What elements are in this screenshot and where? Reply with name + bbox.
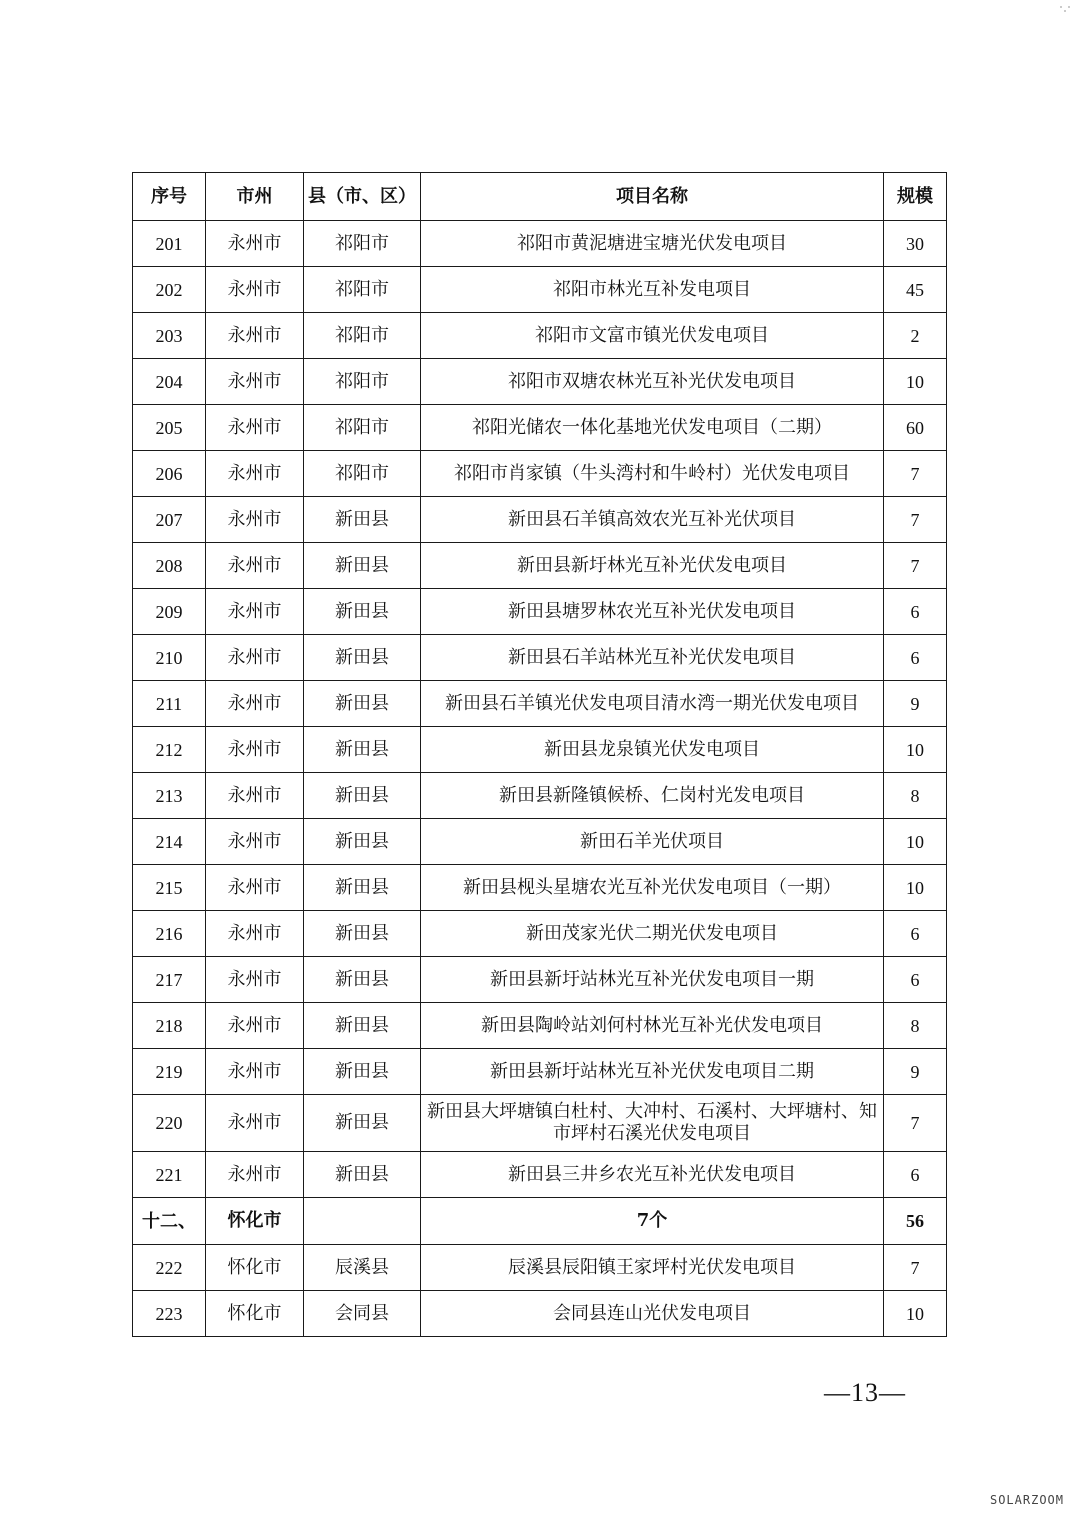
- cell-project-name: 新田茂家光伏二期光伏发电项目: [421, 911, 884, 957]
- cell-index: 218: [133, 1003, 206, 1049]
- cell-index: 207: [133, 497, 206, 543]
- cell-county: 祁阳市: [304, 451, 421, 497]
- cell-index: 204: [133, 359, 206, 405]
- cell-city: 永州市: [206, 359, 304, 405]
- cell-project-name: 辰溪县辰阳镇王家坪村光伏发电项目: [421, 1245, 884, 1291]
- cell-index: 203: [133, 313, 206, 359]
- cell-project-name: 新田县新圩站林光互补光伏发电项目二期: [421, 1049, 884, 1095]
- cell-project-name: 新田县石羊镇高效农光互补光伏项目: [421, 497, 884, 543]
- cell-index: 220: [133, 1095, 206, 1152]
- cell-project-name: 新田县新圩站林光互补光伏发电项目一期: [421, 957, 884, 1003]
- cell-index: 215: [133, 865, 206, 911]
- cell-city: 永州市: [206, 1152, 304, 1198]
- cell-scale: 8: [884, 1003, 947, 1049]
- cell-scale: 7: [884, 1095, 947, 1152]
- cell-index: 202: [133, 267, 206, 313]
- table-row: [133, 359, 947, 405]
- cell-project-name: 祁阳市林光互补发电项目: [421, 267, 884, 313]
- cell-city: 永州市: [206, 957, 304, 1003]
- cell-county: 新田县: [304, 1095, 421, 1152]
- cell-county: 新田县: [304, 1049, 421, 1095]
- cell-county: 新田县: [304, 589, 421, 635]
- cell-project-name: 新田县塘罗林农光互补光伏发电项目: [421, 589, 884, 635]
- cell-index: 216: [133, 911, 206, 957]
- cell-county: [304, 1198, 421, 1245]
- cell-scale: 7: [884, 497, 947, 543]
- cell-scale: 10: [884, 819, 947, 865]
- cell-project-name: 新田石羊光伏项目: [421, 819, 884, 865]
- header-project-name: 项目名称: [421, 173, 884, 221]
- table-row: [133, 543, 947, 589]
- table-row: [133, 1152, 947, 1198]
- cell-county: 新田县: [304, 819, 421, 865]
- cell-scale: 10: [884, 727, 947, 773]
- cell-project-name: 新田县龙泉镇光伏发电项目: [421, 727, 884, 773]
- cell-county: 新田县: [304, 957, 421, 1003]
- cell-county: 新田县: [304, 865, 421, 911]
- cell-county: 新田县: [304, 911, 421, 957]
- cell-index: 210: [133, 635, 206, 681]
- cell-city: 怀化市: [206, 1291, 304, 1337]
- table-row: [133, 1003, 947, 1049]
- cell-project-name: 祁阳市文富市镇光伏发电项目: [421, 313, 884, 359]
- cell-project-name: 新田县石羊站林光互补光伏发电项目: [421, 635, 884, 681]
- cell-project-name: 祁阳市黄泥塘进宝塘光伏发电项目: [421, 221, 884, 267]
- cell-county: 祁阳市: [304, 405, 421, 451]
- cell-city: 永州市: [206, 221, 304, 267]
- table-row: [133, 267, 947, 313]
- cell-scale: 9: [884, 1049, 947, 1095]
- cell-scale: 8: [884, 773, 947, 819]
- cell-index: 209: [133, 589, 206, 635]
- table-row: [133, 911, 947, 957]
- cell-county: 祁阳市: [304, 267, 421, 313]
- cell-county: 会同县: [304, 1291, 421, 1337]
- table-row: [133, 1245, 947, 1291]
- table-row: [133, 865, 947, 911]
- cell-project-name: 新田县新隆镇候桥、仁岗村光发电项目: [421, 773, 884, 819]
- table-row: [133, 681, 947, 727]
- cell-index: 213: [133, 773, 206, 819]
- cell-index: 222: [133, 1245, 206, 1291]
- cell-city: 怀化市: [206, 1198, 304, 1245]
- cell-city: 永州市: [206, 589, 304, 635]
- cell-city: 永州市: [206, 543, 304, 589]
- cell-county: 新田县: [304, 681, 421, 727]
- table-row: [133, 727, 947, 773]
- cell-county: 祁阳市: [304, 313, 421, 359]
- cell-city: 永州市: [206, 1049, 304, 1095]
- cell-city: 永州市: [206, 313, 304, 359]
- cell-scale: 60: [884, 405, 947, 451]
- cell-county: 辰溪县: [304, 1245, 421, 1291]
- cell-county: 新田县: [304, 635, 421, 681]
- cell-city: 永州市: [206, 405, 304, 451]
- table-row: [133, 819, 947, 865]
- cell-scale: 30: [884, 221, 947, 267]
- cell-county: 新田县: [304, 1152, 421, 1198]
- table-row: [133, 1291, 947, 1337]
- table-body: [133, 221, 947, 1337]
- table-row: [133, 497, 947, 543]
- cell-index: 211: [133, 681, 206, 727]
- cell-city: 永州市: [206, 635, 304, 681]
- cell-project-name: 祁阳市双塘农林光互补光伏发电项目: [421, 359, 884, 405]
- cell-index: 223: [133, 1291, 206, 1337]
- cell-scale: 6: [884, 911, 947, 957]
- cell-city: 永州市: [206, 681, 304, 727]
- cell-index: 221: [133, 1152, 206, 1198]
- table-row: [133, 405, 947, 451]
- table-row: [133, 221, 947, 267]
- table-row: [133, 313, 947, 359]
- header-county: 县（市、区）: [304, 173, 421, 221]
- cell-index: 十二、: [133, 1198, 206, 1245]
- cell-project-name: 新田县石羊镇光伏发电项目清水湾一期光伏发电项目: [421, 681, 884, 727]
- corner-mark: [1060, 6, 1070, 16]
- table-row: [133, 957, 947, 1003]
- cell-city: 永州市: [206, 865, 304, 911]
- cell-index: 205: [133, 405, 206, 451]
- cell-scale: 10: [884, 865, 947, 911]
- cell-county: 新田县: [304, 497, 421, 543]
- cell-project-name: 祁阳光储农一体化基地光伏发电项目（二期）: [421, 405, 884, 451]
- table-header: [133, 173, 947, 221]
- cell-project-name: 新田县三井乡农光互补光伏发电项目: [421, 1152, 884, 1198]
- cell-county: 新田县: [304, 773, 421, 819]
- cell-city: 永州市: [206, 911, 304, 957]
- cell-scale: 6: [884, 635, 947, 681]
- cell-county: 新田县: [304, 1003, 421, 1049]
- cell-project-name: 新田县枧头星塘农光互补光伏发电项目（一期）: [421, 865, 884, 911]
- page-number: —13—: [824, 1378, 906, 1407]
- cell-project-name: 新田县陶岭站刘何村林光互补光伏发电项目: [421, 1003, 884, 1049]
- cell-city: 永州市: [206, 267, 304, 313]
- cell-scale: 7: [884, 451, 947, 497]
- cell-project-name: 祁阳市肖家镇（牛头湾村和牛岭村）光伏发电项目: [421, 451, 884, 497]
- cell-city: 永州市: [206, 451, 304, 497]
- cell-index: 219: [133, 1049, 206, 1095]
- cell-scale: 10: [884, 1291, 947, 1337]
- cell-scale: 45: [884, 267, 947, 313]
- cell-project-name: 会同县连山光伏发电项目: [421, 1291, 884, 1337]
- cell-project-name: 7个: [421, 1198, 884, 1245]
- cell-index: 206: [133, 451, 206, 497]
- table-row: [133, 589, 947, 635]
- cell-city: 怀化市: [206, 1245, 304, 1291]
- cell-county: 祁阳市: [304, 359, 421, 405]
- cell-scale: 7: [884, 543, 947, 589]
- cell-county: 祁阳市: [304, 221, 421, 267]
- cell-city: 永州市: [206, 819, 304, 865]
- header-scale: 规模: [884, 173, 947, 221]
- cell-city: 永州市: [206, 1095, 304, 1152]
- cell-scale: 2: [884, 313, 947, 359]
- cell-city: 永州市: [206, 773, 304, 819]
- cell-scale: 6: [884, 957, 947, 1003]
- header-index: 序号: [133, 173, 206, 221]
- cell-city: 永州市: [206, 497, 304, 543]
- cell-index: 201: [133, 221, 206, 267]
- cell-city: 永州市: [206, 1003, 304, 1049]
- header-city: 市州: [206, 173, 304, 221]
- table-row: [133, 451, 947, 497]
- cell-index: 217: [133, 957, 206, 1003]
- cell-scale: 56: [884, 1198, 947, 1245]
- cell-city: 永州市: [206, 727, 304, 773]
- table-row: [133, 635, 947, 681]
- cell-index: 212: [133, 727, 206, 773]
- cell-project-name: 新田县新圩林光互补光伏发电项目: [421, 543, 884, 589]
- cell-scale: 9: [884, 681, 947, 727]
- cell-county: 新田县: [304, 543, 421, 589]
- cell-scale: 6: [884, 1152, 947, 1198]
- cell-scale: 10: [884, 359, 947, 405]
- table-row: [133, 1095, 947, 1152]
- cell-scale: 6: [884, 589, 947, 635]
- project-table: [132, 172, 947, 1337]
- cell-project-name: 新田县大坪塘镇白杜村、大冲村、石溪村、大坪塘村、知市坪村石溪光伏发电项目: [421, 1095, 884, 1152]
- watermark: SOLARZOOM: [989, 1493, 1064, 1507]
- cell-scale: 7: [884, 1245, 947, 1291]
- cell-index: 214: [133, 819, 206, 865]
- cell-county: 新田县: [304, 727, 421, 773]
- table-row: [133, 1049, 947, 1095]
- cell-index: 208: [133, 543, 206, 589]
- table-row: [133, 773, 947, 819]
- subtotal-row: [133, 1198, 947, 1245]
